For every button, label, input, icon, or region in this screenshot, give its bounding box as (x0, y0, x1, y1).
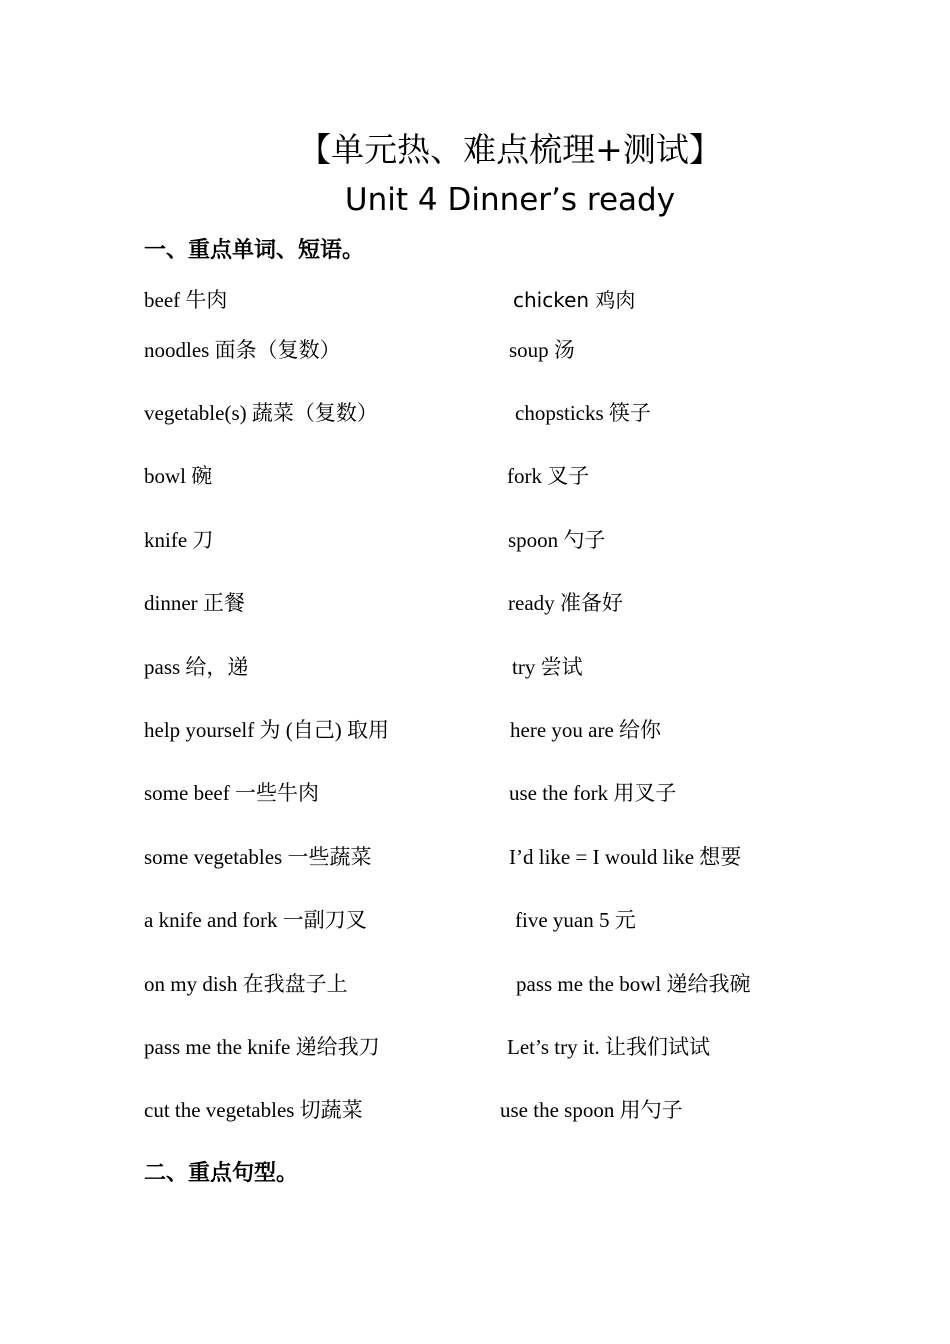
vocab-row (0, 652, 950, 682)
vocab-row (0, 525, 950, 555)
vocab-row (0, 778, 950, 808)
vocab-left: bowl 碗 (144, 464, 213, 488)
vocab-right: ready 准备好 (508, 591, 623, 615)
page-subtitle: Unit 4 Dinner’s ready (344, 182, 676, 218)
vocab-right: spoon 勺子 (508, 528, 606, 552)
vocab-right: chopsticks 筷子 (515, 401, 651, 425)
vocab-right: try 尝试 (512, 655, 583, 679)
vocab-row (0, 1095, 950, 1125)
vocab-left: a knife and fork 一副刀叉 (144, 908, 367, 932)
vocab-left: on my dish 在我盘子上 (144, 972, 348, 996)
vocab-row (0, 461, 950, 491)
vocab-row (0, 1032, 950, 1062)
vocab-left: some beef 一些牛肉 (144, 781, 319, 805)
vocab-row (0, 285, 950, 315)
vocab-right: pass me the bowl 递给我碗 (516, 972, 751, 996)
vocab-right: Let’s try it. 让我们试试 (507, 1035, 710, 1059)
vocab-left: knife 刀 (144, 528, 214, 552)
page-title: 【单元热、难点梳理+测试】 (298, 130, 722, 169)
vocab-right: five yuan 5 元 (515, 908, 636, 932)
vocab-left: beef 牛肉 (144, 288, 228, 312)
vocab-row (0, 398, 950, 428)
vocab-right: soup 汤 (509, 338, 575, 362)
vocab-row (0, 842, 950, 872)
vocab-row (0, 715, 950, 745)
vocab-left: vegetable(s) 蔬菜（复数） (144, 401, 378, 425)
vocab-left: cut the vegetables 切蔬菜 (144, 1098, 363, 1122)
vocab-row (0, 588, 950, 618)
vocab-right: chicken 鸡肉 (513, 288, 636, 312)
vocab-left: some vegetables 一些蔬菜 (144, 845, 372, 869)
section-heading-vocabulary: 一、重点单词、短语。 (144, 238, 365, 263)
section-heading-sentences: 二、重点句型。 (144, 1161, 299, 1186)
vocab-left: noodles 面条（复数） (144, 338, 341, 362)
vocab-left: pass 给，递 (144, 655, 249, 679)
vocab-row (0, 969, 950, 999)
vocab-left: help yourself 为 (自己) 取用 (144, 718, 389, 742)
vocab-row (0, 335, 950, 365)
vocab-right: fork 叉子 (507, 464, 590, 488)
vocab-left: dinner 正餐 (144, 591, 245, 615)
vocab-row (0, 905, 950, 935)
vocab-right: here you are 给你 (510, 718, 662, 742)
vocab-right: I’d like = I would like 想要 (509, 845, 742, 869)
vocab-right: use the spoon 用勺子 (500, 1098, 683, 1122)
vocab-left: pass me the knife 递给我刀 (144, 1035, 380, 1059)
vocab-right: use the fork 用叉子 (509, 781, 677, 805)
